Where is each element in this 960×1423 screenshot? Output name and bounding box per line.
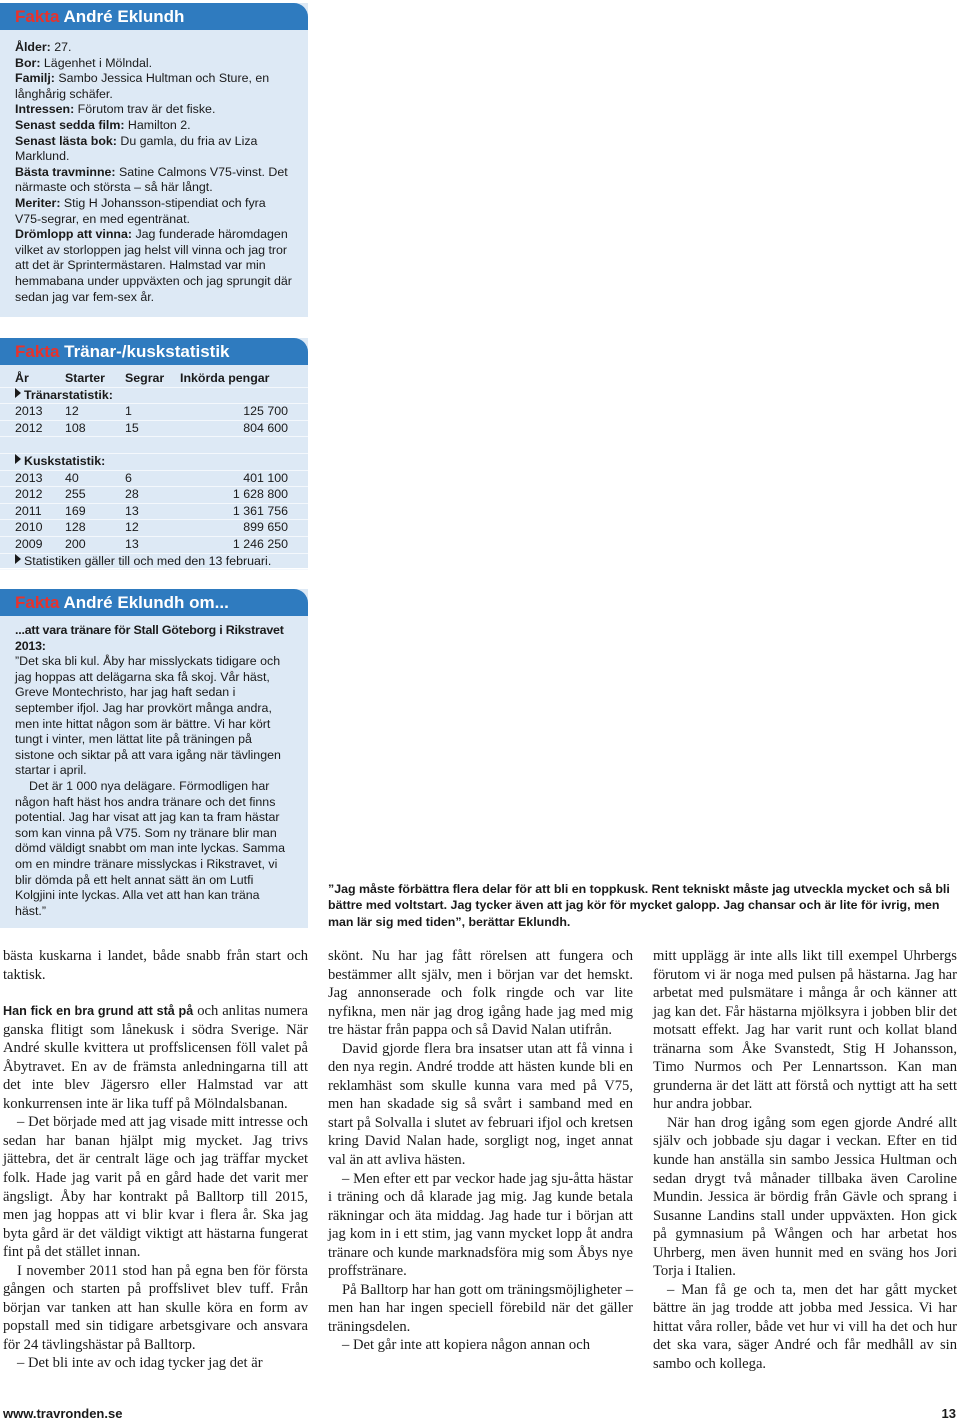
article-paragraph: bästa kuskarna i landet, både snabb från start och taktisk.	[3, 948, 308, 983]
fakta-line: Intressen: Förutom trav är det fiske.	[15, 102, 216, 117]
fakta-line: Senast sedda film: Hamilton 2.	[15, 117, 191, 132]
article-paragraph: I november 2011 stod han på egna ben för första gången och starten på proffslivet blev tuff. Från början var tanken att han skulle köra en form av popstall med sin tidigare arbetsgivare och ansvara för 24 tävlingshästar på Balltorp.	[3, 1262, 308, 1353]
fakta-header	[0, 3, 308, 30]
table-row: 2013 40 6 401 100	[0, 471, 308, 488]
article-paragraph: Han fick en bra grund att stå på och anlitas numera ganska flitigt som lånekusk i södra Sverige. När André skulle kvittera ut proffslicensen föll valet på Åbytravet. En av de främsta anledningarna till att det inte blev Jägersro eller Halmstad var att konkurrensen inte är lika tuff på Mölndalsbanan.	[3, 1003, 308, 1112]
fakta-title: André Eklundh	[63, 7, 185, 26]
spacer-row	[0, 437, 308, 454]
article-paragraph: mitt upplägg är inte alls likt till exempel Uhrbergs förutom vi är noga med pulsen på hästarna. Jag har arbetat med pulsmätare i många år och känner att jag kan det. Får hästarna mjölksyra i jobben blir det motsatt effekt. Jag har varit runt och kollat bland tränarna som Åke Svanstedt, Stig H Johansson, Timo Nurmos och Per Lennartsson. Kan man grunderna är det lätt att förstå och nyttigt att ha sett hur andra jobbar.	[653, 948, 957, 1113]
stats-section-driver: Kuskstatistik:	[0, 454, 308, 471]
fakta-paragraph: Det är 1 000 nya delägare. Förmodligen har någon haft häst hos andra tränare och det finns potential. Jag har visat att jag kan ta fram hästar som kan vinna på V75. Som ny tränare blir man dömd väldigt snabbt om man inte lyckas. Samma om en mindre tränare misslyckas i Rikstravet, vi blir dömda på ett helt annat sätt än om Lutfi Kolgjini inte lyckas. Alla vet att han kan träna häst.”	[15, 778, 285, 918]
article-column-1	[3, 947, 308, 1373]
fakta-box-stats	[0, 338, 308, 568]
table-row: 2010 128 12 899 650	[0, 520, 308, 537]
article-paragraph: – Men efter ett par veckor hade jag sju-åtta hästar i träning och då klarade jag mig. Jag kunde betala räkningar och äta middag. Jag hade tur i början att jag kom in i ett stim, jag vann mycket lopp åt andra tränare och kunde marknadsföra mig som Åbys nye proffstränare.	[328, 1170, 633, 1280]
fakta-label: Fakta	[15, 593, 60, 612]
article-subhead: Han fick en bra grund att stå på	[3, 1004, 194, 1019]
table-row: 2013 12 1 125 700	[0, 404, 308, 421]
article-paragraph: skönt. Nu har jag fått rörelsen att fungera och bestämmer allt själv, men i början var det hemskt. Jag annonserade och folk ringde och var lite nyfikna, men när jag drog igång hade jag med mig tre hästar från pappa och så David Nalan utifrån.	[328, 948, 633, 1039]
fakta-paragraph: ”Det ska bli kul. Åby har misslyckats tidigare och jag hoppas att delägarna ska få skoj. Vår häst, Greve Montechristo, har jag haft sedan i september ifjol. Jag har provkört många andra, men inte hittat någon som är bättre. Vi har kört tungt i vinter, men lättat lite på träningen på sistone och siktar på att vara igång när tävlingen startar i april.	[15, 654, 281, 778]
pull-quote: ”Jag måste förbättra flera delar för att bli en toppkusk. Rent tekniskt måste jag utveckla mycket och så bli bättre med voltstart. Jag tycker även att jag kör för mycket galopp. Jag chansar och är lite för ivrig, men man lär sig med tiden”, berättar Eklundh.	[328, 882, 950, 929]
fakta-line: Meriter: Stig H Johansson-stipendiat och fyra V75-segrar, en med egentränat.	[15, 195, 266, 226]
fakta-box-interview	[0, 589, 308, 928]
table-row: 2012 255 28 1 628 800	[0, 487, 308, 504]
fakta-line: Bor: Lägenhet i Mölndal.	[15, 55, 153, 70]
fakta-title: Tränar-/kuskstatistik	[64, 342, 230, 361]
arrow-right-icon	[15, 554, 21, 564]
fakta-header	[0, 589, 308, 616]
article-paragraph: – Det bli inte av och idag tycker jag det är	[17, 1355, 263, 1372]
page-number: 13	[941, 1406, 956, 1421]
fakta-subhead: ...att vara tränare för Stall Göteborg i Rikstravet 2013:	[15, 623, 284, 653]
article-paragraph: – Det går inte att kopiera någon annan och	[342, 1337, 591, 1354]
fakta-title: André Eklundh om...	[63, 593, 229, 612]
fakta-label: Fakta	[15, 7, 60, 26]
fakta-line: Senast lästa bok: Du gamla, du fria av Liza Marklund.	[15, 133, 258, 164]
table-row: 2009 200 13 1 246 250	[0, 537, 308, 554]
fakta-line: Familj: Sambo Jessica Hultman och Sture, en långhårig schäfer.	[15, 71, 270, 101]
fakta-body	[0, 30, 308, 305]
stats-header-row: År Starter Segrar Inkörda pengar	[0, 371, 308, 388]
fakta-line: Drömlopp att vinna: Jag funderade häromdagen vilket av storloppen jag helst vill vinna och jag tror att det är Sprintermästaren. Halmstad var min hemmabana under uppväxten och jag sprungit där sedan jag var fem-sex år.	[15, 227, 292, 304]
table-row: 2012 108 15 804 600	[0, 421, 308, 438]
stats-section-trainer: Tränarstatistik:	[0, 388, 308, 405]
stats-note: Statistiken gäller till och med den 13 februari.	[0, 554, 308, 571]
fakta-label: Fakta	[15, 342, 60, 361]
article-paragraph: När han drog igång som egen gjorde André allt själv och jobbade sju dagar i veckan. Efter en tid kunde han anställa sin sambo Jessica Hultman och sedan drygt två månader tillbaka även Caroline Mundin. Jessica är bördig från Gävle och sprang i Susanne Landins stall under uppväxten. Hon gick på gymnasium på Wången och har arbetat hos Uhrberg, men även hunnit med en sväng hos Jori Torja i Italien.	[653, 1114, 957, 1280]
fakta-line: Bästa travminne: Satine Calmons V75-vinst. Det närmaste och största – så här långt.	[15, 164, 288, 195]
article-paragraph: – Man få ge och ta, men det har gått mycket bättre än jag trodde att jobba med Jessica. Vi har hittat våra roller, både vet hur vi vill ha det och hur det ska vara, säger André och får medhåll av sin sambo och kollega.	[653, 1281, 957, 1373]
article-column-3	[653, 947, 957, 1374]
arrow-right-icon	[15, 454, 21, 464]
fakta-header	[0, 338, 308, 365]
fakta-line: Ålder: 27.	[15, 40, 72, 54]
article-paragraph: David gjorde flera bra insatser utan att få vinna i den nya regin. André trodde att hästen kunde bli en reklamhäst som skulle kunna vara med på V75, men han skadade sig så svårt i samband med en start på Solvalla i slutet av februari ifjol och kretsen kring David Nalan hade, sorgligt nog, inget annat val än att avliva hästen.	[328, 1040, 633, 1169]
arrow-right-icon	[15, 388, 21, 398]
article-paragraph: – Det började med att jag visade mitt intresse och sedan har banan hjälpt mig mycket. Jag trivs jättebra, det är centralt läge och jag träffar mycket folk. Hade jag varit på en gård hade det varit mer ängsligt. Åby har kontrakt på Balltorp till 2015, men jag hoppas att vi blir kvar i flera år. Ska jag byta gård är det väldigt viktigt att hästarna fungerat fint på det stället innan.	[3, 1114, 308, 1261]
article-column-2	[328, 947, 633, 1355]
table-row: 2011 169 13 1 361 756	[0, 504, 308, 521]
footer-url[interactable]: www.travronden.se	[3, 1406, 123, 1421]
article-paragraph: På Balltorp har han gott om träningsmöjligheter – men han har ingen speciell förebild när det gäller träningsdelen.	[328, 1281, 633, 1335]
fakta-box-profile	[0, 3, 308, 317]
stats-table	[0, 365, 308, 570]
fakta-body	[0, 616, 308, 919]
